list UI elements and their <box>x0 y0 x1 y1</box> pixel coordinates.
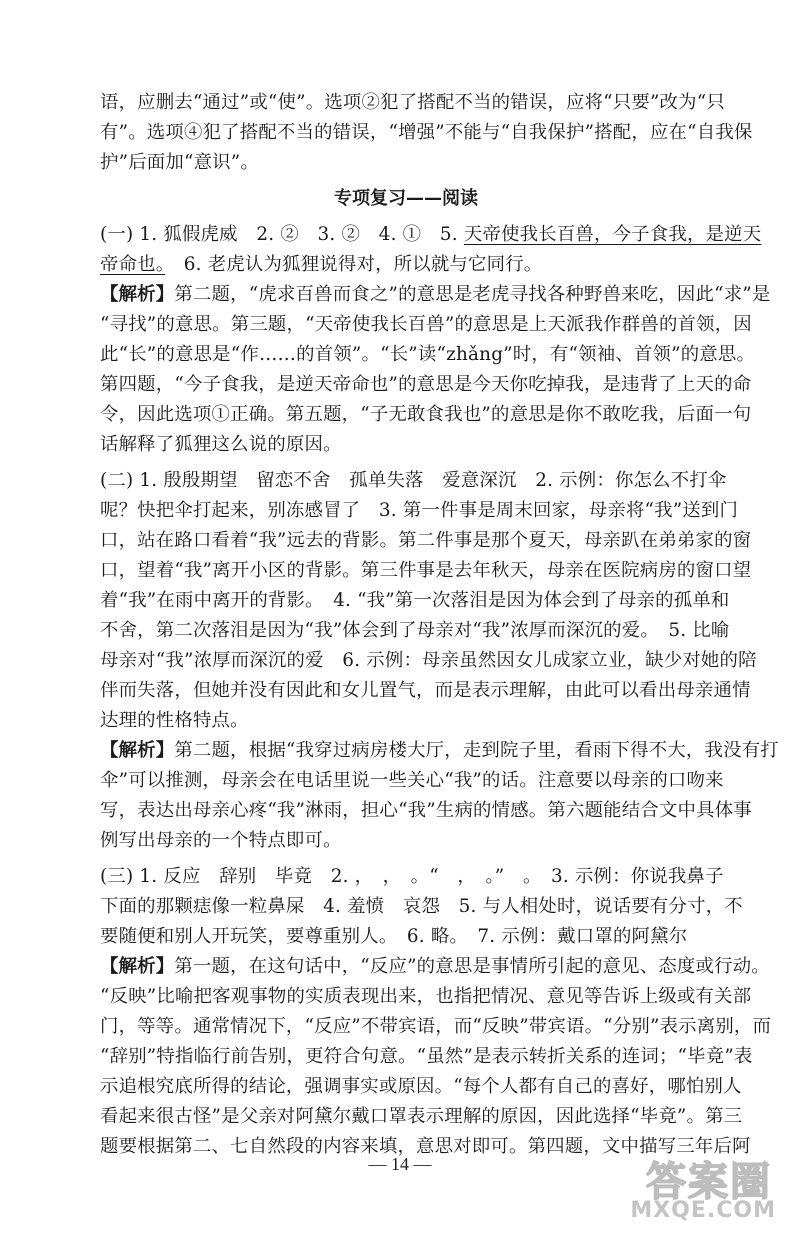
answer-line: 要随便和别人开玩笑，要尊重别人。 6. 略。 7. 示例：戴口罩的阿黛尔 <box>100 926 688 947</box>
analysis-line: 看起来很古怪”是父亲对阿黛尔戴口罩表示理解的原因，因此选择“毕竟”。第三 <box>100 1106 743 1127</box>
page-number: — 14 — <box>368 1154 432 1174</box>
underlined-answer: 帝命也。 <box>100 254 166 275</box>
text-line: 语，应删去“通过”或“使”。选项②犯了搭配不当的错误，应将“只要”改为“只 <box>100 92 725 113</box>
answer-line: (三) 1. 反应 辞别 毕竟 2. ， ， 。“ ， 。” 。 3. 示例：你说我鼻子 <box>100 866 724 887</box>
analysis-line <box>100 736 779 766</box>
answer-line: (二) 1. 殷殷期望 留恋不舍 孤单失落 爱意深沉 2. 示例：你怎么不打伞 <box>100 470 727 491</box>
analysis-line: 门，等等。通常情况下，“反应”不带宾语，而“反映”带宾语。“分别”表示离别，而 <box>100 1016 772 1037</box>
answer-line: 母亲对“我”浓厚而深沉的爱 6. 示例：母亲虽然因女儿成家立业，缺少对她的陪 <box>100 650 757 671</box>
analysis-line <box>100 952 770 982</box>
analysis-text: 第二题，根据“我穿过病房楼大厅，走到院子里，看雨下得不大，我没有打 <box>174 740 779 761</box>
answer-line: 口，站在路口看着“我”远去的背影。第二件事是那个夏天，母亲趴在弟弟家的窗 <box>100 530 752 551</box>
answer-text: 6. 老虎认为狐狸说得对，所以就与它同行。 <box>165 254 543 275</box>
answer-line: 口，望着“我”离开小区的背影。第三件事是去年秋天，母亲在医院病房的窗口望 <box>100 560 752 581</box>
text-line: 护”后面加“意识”。 <box>100 152 259 173</box>
analysis-line: “辞别”特指临行前告别，更符合句意。“虽然”是表示转折关系的连词；“毕竟”表 <box>100 1046 753 1067</box>
analysis-line: “寻找”的意思。第三题，“天帝使我长百兽”的意思是上天派我作群兽的首领，因 <box>100 314 752 335</box>
answer-line <box>100 220 762 250</box>
answer-line: 下面的那颗痣像一粒鼻屎 4. 羞愤 哀怨 5. 与人相处时，说话要有分寸，不 <box>100 896 743 917</box>
section-title: 专项复习——阅读 <box>334 188 478 209</box>
analysis-line: 写，表达出母亲心疼“我”淋雨，担心“我”生病的情感。第六题能结合文中具体事 <box>100 800 752 821</box>
analysis-line: 例写出母亲的一个特点即可。 <box>100 830 342 851</box>
answer-line <box>100 250 712 280</box>
analysis-line: 令，因此选项①正确。第五题，“子无敢食我也”的意思是你不敢吃我，后面一句 <box>100 404 752 425</box>
analysis-line: “反映”比喻把客观事物的实质表现出来，也指把情况、意见等告诉上级或有关部 <box>100 986 752 1007</box>
analysis-tag: 【解析】 <box>100 284 175 305</box>
watermark-logo <box>612 1150 782 1222</box>
answer-text: (一) 1. 狐假虎威 2. ② 3. ② 4. ① 5. <box>100 224 464 245</box>
text-line: 有”。选项④犯了搭配不当的错误，“增强”不能与“自我保护”搭配，应在“自我保 <box>100 122 753 143</box>
analysis-line: 题要根据第二、七自然段的内容来填，意思对即可。第四题，文中描写三年后阿 <box>100 1136 751 1157</box>
page-content <box>100 88 779 1162</box>
analysis-line <box>100 280 771 310</box>
answer-line: 着“我”在雨中离开的背影。 4. “我”第一次落泪是因为体会到了母亲的孤单和 <box>100 590 730 611</box>
answer-line: 不舍，第二次落泪是因为“我”体会到了母亲对“我”浓厚而深沉的爱。 5. 比喻 <box>100 620 730 641</box>
answer-line: 呢？快把伞打起来，别冻感冒了 3. 第一件事是周末回家，母亲将“我”送到门 <box>100 500 739 521</box>
watermark-url: MXQE.COM <box>630 1198 776 1223</box>
watermark-text: 答案圈 <box>646 1159 772 1205</box>
analysis-line: 此“长”的意思是“作……的首领”。“长”读“zhǎng”时，有“领袖、首领”的意思。 <box>100 344 756 365</box>
answer-line: 达理的性格特点。 <box>100 710 249 731</box>
answer-line: 伴而失落，但她并没有因此和女儿置气，而是表示理解，由此可以看出母亲通情 <box>100 680 751 701</box>
analysis-text: 第一题，在这句话中，“反应”的意思是事情所引起的意见、态度或行动。 <box>174 956 770 977</box>
analysis-tag: 【解析】 <box>100 956 175 977</box>
analysis-line: 第四题，“今子食我，是逆天帝命也”的意思是今天你吃掉我，是违背了上天的命 <box>100 374 752 395</box>
underlined-answer: 天帝使我长百兽，今子食我，是逆天 <box>463 224 762 245</box>
analysis-text: 第二题，“虎求百兽而食之”的意思是老虎寻找各种野兽来吃，因此“求”是 <box>174 284 771 305</box>
analysis-line: 话解释了狐狸这么说的原因。 <box>100 434 342 455</box>
analysis-line: 伞”可以推测，母亲会在电话里说一些关心“我”的话。注意要以母亲的口吻来 <box>100 770 724 791</box>
analysis-tag: 【解析】 <box>100 740 175 761</box>
analysis-line: 示追根究底所得的结论，强调事实或原因。“每个人都有自己的喜好，哪怕别人 <box>100 1076 742 1097</box>
